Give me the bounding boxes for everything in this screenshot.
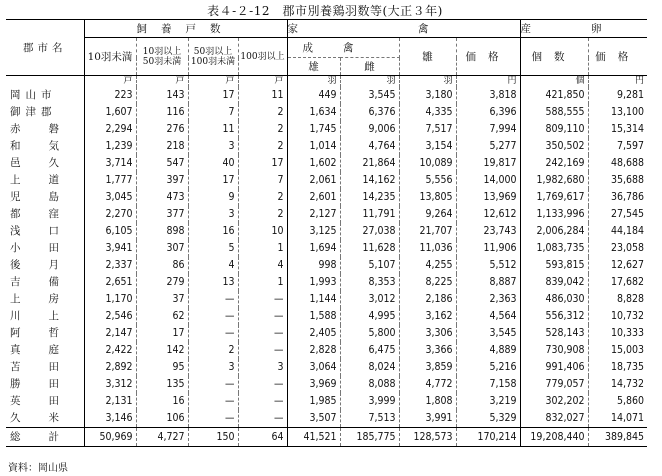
header-50to100-line2: 100羽未満 — [190, 56, 236, 67]
data-cell: 2,131 — [84, 393, 136, 410]
data-cell: 779,057 — [520, 376, 588, 393]
header-female: 雌 — [340, 58, 399, 76]
data-cell: 16 — [188, 223, 238, 240]
data-cell: 2,892 — [84, 359, 136, 376]
data-cell: 1,993 — [287, 274, 340, 291]
table-header — [6, 20, 662, 76]
data-cell: 1,588 — [287, 308, 340, 325]
header-price: 価格 — [456, 38, 520, 76]
data-cell: 588,555 — [520, 104, 588, 121]
header-egg-price: 価格 — [588, 38, 647, 76]
data-cell: 3,969 — [287, 376, 340, 393]
data-cell: 17 — [188, 87, 238, 104]
data-cell: 2,422 — [84, 342, 136, 359]
data-cell: 809,110 — [520, 121, 588, 138]
data-cell: 9,264 — [399, 206, 456, 223]
header-keeping-group: 飼養戸数 — [84, 20, 287, 38]
data-cell: 7,994 — [456, 121, 520, 138]
unit-cell: 羽 — [287, 76, 340, 88]
data-cell: 27,038 — [340, 223, 399, 240]
data-cell: 279 — [136, 274, 188, 291]
data-cell: 5,216 — [456, 359, 520, 376]
data-cell: — — [238, 308, 287, 325]
data-cell: — — [188, 291, 238, 308]
table-row — [6, 206, 647, 223]
data-cell: — — [238, 342, 287, 359]
data-cell: 23,058 — [610, 242, 644, 254]
data-cell: — — [188, 325, 238, 342]
data-cell: 6,105 — [84, 223, 136, 240]
data-cell: 3,162 — [399, 308, 456, 325]
data-cell: 143 — [136, 87, 188, 104]
district-name: 岡山市 — [6, 87, 84, 104]
data-cell: 1,634 — [287, 104, 340, 121]
total-label: 総計 — [6, 428, 84, 447]
data-cell: 3,859 — [399, 359, 456, 376]
data-cell: 2 — [238, 206, 287, 223]
data-cell: 95 — [136, 359, 188, 376]
data-cell: 27,545 — [610, 208, 644, 220]
data-cell: 35,688 — [610, 174, 644, 186]
data-cell: 17,682 — [610, 276, 644, 288]
data-cell: 1,745 — [287, 121, 340, 138]
data-cell: 14,162 — [340, 172, 399, 189]
data-cell: — — [238, 393, 287, 410]
data-cell: 486,030 — [520, 291, 588, 308]
data-cell: 8,024 — [340, 359, 399, 376]
data-cell: 4,335 — [399, 104, 456, 121]
data-cell: 7,158 — [456, 376, 520, 393]
district-name: 勝田 — [6, 376, 84, 393]
data-cell: — — [188, 376, 238, 393]
data-cell: 3,714 — [84, 155, 136, 172]
district-name: 和気 — [6, 138, 84, 155]
data-cell: 10 — [238, 223, 287, 240]
unit-cell: 羽 — [399, 76, 456, 88]
data-cell: 5 — [188, 240, 238, 257]
data-cell: 4,889 — [456, 342, 520, 359]
data-cell: — — [188, 308, 238, 325]
data-cell: 5,329 — [456, 410, 520, 428]
district-name: 御津郡 — [6, 104, 84, 121]
data-cell: 3,818 — [456, 87, 520, 104]
data-cell: 473 — [136, 189, 188, 206]
data-cell: 3,941 — [84, 240, 136, 257]
data-cell: 218 — [136, 138, 188, 155]
data-cell: 10,333 — [610, 327, 644, 339]
data-cell: 593,815 — [520, 257, 588, 274]
data-cell: 1,769,617 — [520, 189, 588, 206]
data-cell: 3 — [188, 359, 238, 376]
data-cell: 2,061 — [287, 172, 340, 189]
table-row — [6, 359, 647, 376]
data-cell: 1,985 — [287, 393, 340, 410]
table-row — [6, 223, 647, 240]
header-fowl-group: 家禽 — [287, 20, 520, 38]
data-cell: 377 — [136, 206, 188, 223]
table-row — [6, 393, 647, 410]
district-name: 赤磐 — [6, 121, 84, 138]
unit-cell: 円 — [634, 76, 644, 86]
data-cell: 3,507 — [287, 410, 340, 428]
data-cell: 3,999 — [340, 393, 399, 410]
district-name: 後月 — [6, 257, 84, 274]
data-cell: 11,906 — [456, 240, 520, 257]
data-cell: 8,088 — [340, 376, 399, 393]
header-district: 郡市名 — [6, 20, 84, 76]
data-cell: — — [188, 410, 238, 428]
table-row — [6, 257, 647, 274]
data-cell: 5,512 — [456, 257, 520, 274]
district-name: 小田 — [6, 240, 84, 257]
header-50to100-line1: 50羽以上 — [193, 46, 233, 57]
district-name: 川上 — [6, 308, 84, 325]
header-over100: 100羽以上 — [238, 38, 287, 76]
total-row — [6, 428, 647, 447]
data-cell: 1,170 — [84, 291, 136, 308]
data-cell: 832,027 — [520, 410, 588, 428]
data-cell: 5,860 — [616, 395, 644, 407]
data-cell: 730,908 — [520, 342, 588, 359]
table-row — [6, 104, 647, 121]
data-cell: 13 — [188, 274, 238, 291]
data-cell: 11 — [188, 121, 238, 138]
poultry-table — [6, 19, 662, 447]
data-cell: 135 — [136, 376, 188, 393]
data-cell: 242,169 — [520, 155, 588, 172]
data-cell: 4,255 — [399, 257, 456, 274]
data-cell: 2 — [238, 189, 287, 206]
data-cell: 2,186 — [399, 291, 456, 308]
data-cell: 15,314 — [610, 123, 644, 135]
total-cell: 150 — [188, 428, 238, 447]
data-cell: 17 — [238, 155, 287, 172]
data-cell: 3,366 — [399, 342, 456, 359]
data-cell: 19,817 — [456, 155, 520, 172]
total-cell: 389,845 — [588, 428, 647, 447]
data-cell: 1,133,996 — [520, 206, 588, 223]
data-cell: 14,732 — [610, 378, 644, 390]
data-cell: 6,396 — [456, 104, 520, 121]
data-cell: — — [238, 291, 287, 308]
total-cell: 128,573 — [399, 428, 456, 447]
unit-cell: 戸 — [188, 76, 238, 88]
data-cell: 106 — [136, 410, 188, 428]
district-name: 上道 — [6, 172, 84, 189]
data-cell: 21,864 — [340, 155, 399, 172]
header-10to50-line1: 10羽以上 — [142, 46, 182, 57]
total-cell: 41,521 — [287, 428, 340, 447]
data-cell: 13,969 — [456, 189, 520, 206]
data-cell: 421,850 — [520, 87, 588, 104]
district-name: 児島 — [6, 189, 84, 206]
data-cell: 10,089 — [399, 155, 456, 172]
data-cell: 2,337 — [84, 257, 136, 274]
data-cell: 4,564 — [456, 308, 520, 325]
data-cell: 1,777 — [84, 172, 136, 189]
data-cell: 8,353 — [340, 274, 399, 291]
data-cell: 1,144 — [287, 291, 340, 308]
data-cell: 3,125 — [287, 223, 340, 240]
data-cell: 3,012 — [340, 291, 399, 308]
data-cell: 3,306 — [399, 325, 456, 342]
data-cell: — — [238, 410, 287, 428]
data-cell: 2,006,284 — [520, 223, 588, 240]
data-cell: 2,363 — [456, 291, 520, 308]
data-cell: 2 — [238, 104, 287, 121]
table-row — [6, 172, 647, 189]
table-row — [6, 342, 647, 359]
data-cell: 10,732 — [610, 310, 644, 322]
district-name: 邑久 — [6, 155, 84, 172]
data-cell: 11,791 — [340, 206, 399, 223]
data-cell: 350,502 — [520, 138, 588, 155]
data-cell: 4 — [238, 257, 287, 274]
data-cell: 18,735 — [610, 361, 644, 373]
table-row — [6, 240, 647, 257]
header-under10: 10羽未満 — [84, 38, 136, 76]
table-row — [6, 87, 647, 104]
data-cell: 2,405 — [287, 325, 340, 342]
district-name: 上房 — [6, 291, 84, 308]
data-cell: 3,064 — [287, 359, 340, 376]
data-cell: 276 — [136, 121, 188, 138]
data-cell: 5,800 — [340, 325, 399, 342]
unit-cell: 戸 — [84, 76, 136, 88]
table-row — [6, 325, 647, 342]
data-cell: 991,406 — [520, 359, 588, 376]
data-cell: 4,772 — [399, 376, 456, 393]
unit-row — [6, 76, 647, 88]
district-name: 真庭 — [6, 342, 84, 359]
data-cell: 11,036 — [399, 240, 456, 257]
data-cell: 7,597 — [616, 140, 644, 152]
data-cell: 2,147 — [84, 325, 136, 342]
district-name: 英田 — [6, 393, 84, 410]
data-cell: 3,545 — [456, 325, 520, 342]
district-name: 阿哲 — [6, 325, 84, 342]
data-cell: 1,607 — [84, 104, 136, 121]
data-cell: 556,312 — [520, 308, 588, 325]
data-cell: 1 — [238, 240, 287, 257]
header-50to100 — [188, 38, 238, 76]
table-row — [6, 274, 647, 291]
data-cell: 839,042 — [520, 274, 588, 291]
data-cell: 3,045 — [84, 189, 136, 206]
data-cell: 3,146 — [84, 410, 136, 428]
header-10to50 — [136, 38, 188, 76]
unit-cell: 戸 — [238, 76, 287, 88]
data-cell: 37 — [136, 291, 188, 308]
district-name: 浅口 — [6, 223, 84, 240]
data-cell: 142 — [136, 342, 188, 359]
table-row — [6, 138, 647, 155]
unit-cell: 個 — [520, 76, 588, 88]
data-cell: — — [188, 393, 238, 410]
table-row — [6, 308, 647, 325]
data-cell: 7 — [188, 104, 238, 121]
header-10to50-line2: 50羽未満 — [142, 56, 182, 67]
data-cell: — — [238, 325, 287, 342]
district-name: 都窪 — [6, 206, 84, 223]
header-egg-group: 産卵 — [520, 23, 662, 35]
data-cell: 2 — [188, 342, 238, 359]
header-adult: 成禽 — [287, 38, 399, 58]
data-cell: 40 — [188, 155, 238, 172]
data-cell: 6,376 — [340, 104, 399, 121]
data-cell: 998 — [287, 257, 340, 274]
data-cell: 1,982,680 — [520, 172, 588, 189]
data-cell: 7,517 — [399, 121, 456, 138]
data-cell: 1,239 — [84, 138, 136, 155]
data-cell: 1 — [238, 274, 287, 291]
data-cell: 116 — [136, 104, 188, 121]
unit-cell: 羽 — [340, 76, 399, 88]
data-cell: 11 — [238, 87, 287, 104]
data-cell: 4,764 — [340, 138, 399, 155]
data-cell: 23,743 — [456, 223, 520, 240]
data-cell: 12,627 — [610, 259, 644, 271]
data-cell: 62 — [136, 308, 188, 325]
data-cell: 1,602 — [287, 155, 340, 172]
header-male: 雄 — [287, 58, 340, 76]
data-cell: 2,828 — [287, 342, 340, 359]
data-cell: 11,628 — [340, 240, 399, 257]
data-cell: 14,000 — [456, 172, 520, 189]
data-cell: — — [238, 376, 287, 393]
data-cell: 1,083,735 — [520, 240, 588, 257]
table-row — [6, 291, 647, 308]
header-count: 個数 — [520, 38, 588, 76]
data-cell: 16 — [136, 393, 188, 410]
data-cell: 3 — [238, 359, 287, 376]
table-row — [6, 121, 647, 138]
data-cell: 302,202 — [520, 393, 588, 410]
table-row — [6, 376, 647, 393]
data-cell: 2,127 — [287, 206, 340, 223]
data-cell: 4 — [188, 257, 238, 274]
data-cell: 307 — [136, 240, 188, 257]
data-cell: 5,556 — [399, 172, 456, 189]
data-cell: 1,014 — [287, 138, 340, 155]
data-cell: 12,612 — [456, 206, 520, 223]
data-cell: 36,786 — [610, 191, 644, 203]
data-cell: 44,184 — [610, 225, 644, 237]
data-cell: 2,601 — [287, 189, 340, 206]
data-cell: 3,545 — [340, 87, 399, 104]
data-cell: 4,995 — [340, 308, 399, 325]
data-cell: 17 — [188, 172, 238, 189]
unit-cell: 円 — [456, 76, 520, 88]
data-cell: 15,003 — [610, 344, 644, 356]
data-cell: 1,808 — [399, 393, 456, 410]
data-cell: 2 — [238, 138, 287, 155]
data-cell: 13,805 — [399, 189, 456, 206]
data-cell: 223 — [84, 87, 136, 104]
data-cell: 3,312 — [84, 376, 136, 393]
data-cell: 3 — [188, 138, 238, 155]
data-cell: 17 — [136, 325, 188, 342]
total-cell: 4,727 — [136, 428, 188, 447]
data-cell: 3,154 — [399, 138, 456, 155]
data-cell: 8,887 — [456, 274, 520, 291]
data-cell: 3,991 — [399, 410, 456, 428]
data-cell: 449 — [287, 87, 340, 104]
data-cell: 7,513 — [340, 410, 399, 428]
data-cell: 13,100 — [610, 106, 644, 118]
data-cell: 5,107 — [340, 257, 399, 274]
data-cell: 9,006 — [340, 121, 399, 138]
data-cell: 86 — [136, 257, 188, 274]
table-row — [6, 155, 647, 172]
data-cell: 3,219 — [456, 393, 520, 410]
table-row — [6, 189, 647, 206]
data-cell: 14,235 — [340, 189, 399, 206]
data-cell: 9,281 — [616, 89, 644, 101]
table-row — [6, 410, 647, 428]
total-cell: 50,969 — [84, 428, 136, 447]
data-cell: 7 — [238, 172, 287, 189]
district-name: 久米 — [6, 410, 84, 428]
data-cell: 2 — [238, 121, 287, 138]
data-cell: 3 — [188, 206, 238, 223]
data-cell: 8,828 — [616, 293, 644, 305]
data-cell: 2,546 — [84, 308, 136, 325]
district-name: 吉備 — [6, 274, 84, 291]
data-cell: 1,694 — [287, 240, 340, 257]
data-cell: 6,475 — [340, 342, 399, 359]
header-chick: 雛 — [399, 38, 456, 76]
unit-cell — [6, 76, 84, 88]
total-cell: 19,208,440 — [520, 428, 588, 447]
data-cell: 48,688 — [610, 157, 644, 169]
table-body — [6, 76, 647, 428]
data-cell: 3,180 — [399, 87, 456, 104]
total-cell: 170,214 — [456, 428, 520, 447]
data-cell: 9 — [188, 189, 238, 206]
data-cell: 2,651 — [84, 274, 136, 291]
data-cell: 2,270 — [84, 206, 136, 223]
data-cell: 2,294 — [84, 121, 136, 138]
data-cell: 547 — [136, 155, 188, 172]
data-cell: 5,277 — [456, 138, 520, 155]
total-cell: 185,775 — [340, 428, 399, 447]
data-cell: 528,143 — [520, 325, 588, 342]
total-cell: 64 — [238, 428, 287, 447]
data-cell: 8,225 — [399, 274, 456, 291]
source-note: 資料：岡山県 — [8, 463, 68, 474]
district-name: 苫田 — [6, 359, 84, 376]
table-title: 表４-２-12 郡市別養鶏羽数等(大正３年) — [207, 4, 443, 18]
unit-cell: 戸 — [136, 76, 188, 88]
data-cell: 21,707 — [399, 223, 456, 240]
data-cell: 397 — [136, 172, 188, 189]
data-cell: 14,071 — [610, 412, 644, 424]
data-cell: 898 — [136, 223, 188, 240]
